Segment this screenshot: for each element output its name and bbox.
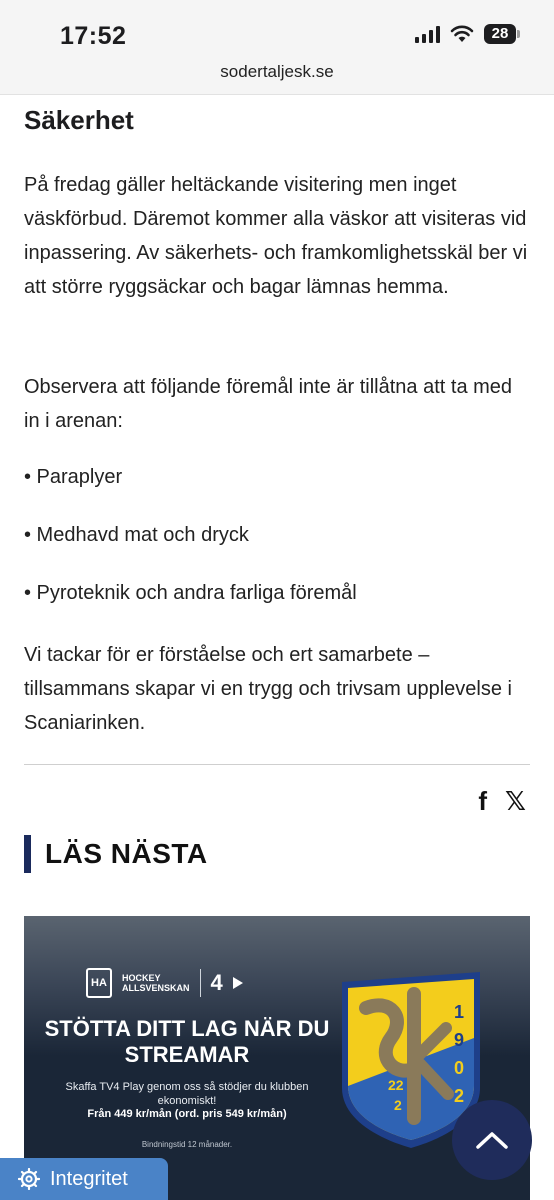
list-item: • Paraplyer: [24, 466, 123, 488]
crest-number: 22: [388, 1077, 404, 1093]
paragraph-thanks: Vi tackar för er förståelse och ert samarbete – tillsammans skapar vi en trygg och trivsam upplevelse i Scaniarinken.: [24, 644, 512, 734]
play-icon: [233, 977, 243, 989]
crest-number: 2: [394, 1097, 402, 1113]
tv4-logo: 4: [210, 970, 223, 995]
privacy-label: Integritet: [50, 1167, 128, 1190]
heading-accent-bar: [24, 835, 31, 873]
paragraph-prohibited-intro: Observera att följande föremål inte är tillåtna att ta med in i arenan:: [24, 376, 513, 432]
chevron-up-icon: [475, 1130, 509, 1150]
crest-year-digit: 1: [454, 1002, 465, 1022]
crest-year-digit: 2: [454, 1086, 465, 1106]
status-time: 17:52: [60, 22, 127, 50]
privacy-settings-button[interactable]: [0, 1158, 168, 1200]
paragraph-security: På fredag gäller heltäckande visitering men inget väskförbud. Däremot kommer alla väskor att visiteras vid inpassering. Av säkerhets- och framkomlighetsskäl ber vi att större ryggsäckar och bagar lämnas hemma.: [24, 174, 528, 298]
facebook-icon[interactable]: f: [478, 786, 488, 816]
status-icons: [415, 24, 516, 44]
scroll-to-top-button[interactable]: [452, 1100, 532, 1180]
browser-top-bar: [0, 0, 554, 95]
league-logo-text: HOCKEY ALLSVENSKAN: [122, 973, 190, 993]
section-heading: Säkerhet: [24, 105, 134, 135]
battery-icon: 28: [484, 24, 516, 44]
url-bar[interactable]: sodertaljesk.se: [220, 62, 334, 81]
list-item: • Pyroteknik och andra farliga föremål: [24, 582, 357, 604]
allsvenskan-logo-icon: HA: [86, 968, 112, 998]
crest-year-digit: 0: [454, 1058, 465, 1078]
banner-fineprint: Bindningstid 12 månader.: [141, 1140, 233, 1149]
crest-year-digit: 9: [454, 1030, 465, 1050]
x-icon[interactable]: 𝕏: [505, 786, 526, 816]
wifi-icon: [450, 25, 474, 43]
banner-subtext: Skaffa TV4 Play genom oss så stödjer du klubben ekonomiskt!: [65, 1081, 309, 1107]
share-links: [478, 786, 526, 817]
banner-logos: [86, 968, 243, 998]
read-next-heading: [24, 834, 208, 874]
divider: [24, 764, 530, 765]
read-next-title: LÄS NÄSTA: [45, 838, 208, 869]
article-body: [24, 104, 530, 734]
gear-icon: [18, 1168, 40, 1190]
logo-divider: [200, 969, 201, 997]
banner-headline: STÖTTA DITT LAG NÄR DU STREAMAR: [44, 1016, 330, 1067]
banner-price: Från 449 kr/mån (ord. pris 549 kr/mån): [87, 1108, 287, 1120]
list-item: • Medhavd mat och dryck: [24, 524, 249, 546]
cellular-signal-icon: [415, 25, 440, 43]
